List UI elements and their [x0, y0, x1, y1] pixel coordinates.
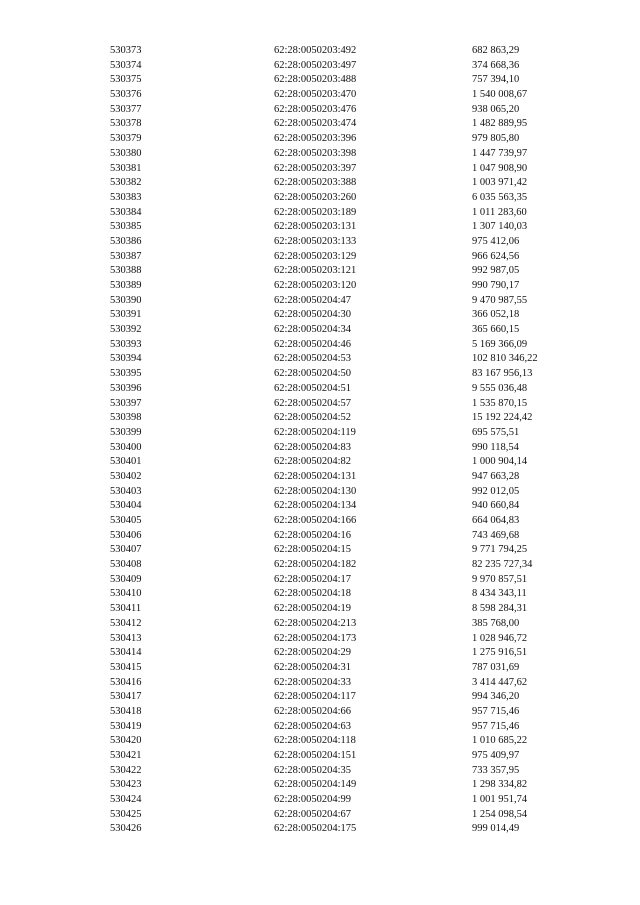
- table-row: [110, 250, 570, 265]
- cadastral-number: 62:28:0050204:118: [274, 735, 356, 747]
- row-number: 530386: [110, 235, 142, 247]
- row-number: 530419: [110, 720, 142, 732]
- cadastral-number: 62:28:0050204:134: [274, 500, 357, 512]
- cadastral-number: 62:28:0050203:129: [274, 250, 357, 262]
- row-number: 530379: [110, 133, 142, 145]
- table-row: [110, 88, 570, 103]
- table-row: [110, 367, 570, 382]
- cadastral-value: 1 298 334,82: [472, 779, 528, 791]
- row-number: 530381: [110, 162, 142, 174]
- table-row: [110, 793, 570, 808]
- row-number: 530397: [110, 397, 142, 409]
- cadastral-number: 62:28:0050203:476: [274, 103, 357, 115]
- cadastral-number: 62:28:0050204:51: [274, 382, 352, 394]
- row-number: 530378: [110, 118, 142, 130]
- cadastral-value: 938 065,20: [472, 103, 520, 115]
- cadastral-value: 947 663,28: [472, 470, 520, 482]
- cadastral-number: 62:28:0050204:31: [274, 661, 352, 673]
- cadastral-value: 1 540 008,67: [472, 89, 528, 101]
- cadastral-number: 62:28:0050204:46: [274, 338, 352, 350]
- row-number: 530376: [110, 89, 142, 101]
- cadastral-number: 62:28:0050204:53: [274, 353, 352, 365]
- cadastral-value: 1 254 098,54: [472, 808, 528, 820]
- cadastral-value: 733 357,95: [472, 764, 520, 776]
- cadastral-value: 1 307 140,03: [472, 221, 528, 233]
- cadastral-number: 62:28:0050203:397: [274, 162, 357, 174]
- table-row: [110, 720, 570, 735]
- cadastral-value: 5 169 366,09: [472, 338, 528, 350]
- cadastral-value: 8 434 343,11: [472, 588, 527, 600]
- cadastral-value: 757 394,10: [472, 74, 520, 86]
- table-row: [110, 191, 570, 206]
- cadastral-number: 62:28:0050204:18: [274, 588, 352, 600]
- row-number: 530389: [110, 280, 142, 291]
- row-number: 530405: [110, 515, 142, 526]
- row-number: 530392: [110, 324, 142, 336]
- row-number: 530395: [110, 368, 142, 380]
- cadastral-value: 957 715,46: [472, 705, 520, 717]
- cadastral-number: 62:28:0050203:260: [274, 191, 357, 203]
- table-row: [110, 294, 570, 309]
- row-number: 530393: [110, 338, 142, 350]
- cadastral-value: 1 447 739,97: [472, 147, 528, 159]
- table-row: [110, 690, 570, 705]
- cadastral-number: 62:28:0050203:388: [274, 177, 357, 189]
- cadastral-value: 999 014,49: [472, 823, 520, 835]
- row-number: 530382: [110, 177, 142, 189]
- table-row: [110, 308, 570, 323]
- cadastral-number: 62:28:0050204:173: [274, 632, 357, 644]
- cadastral-value: 1 003 971,42: [472, 177, 528, 189]
- cadastral-value: 1 000 904,14: [472, 456, 528, 468]
- cadastral-value-table: [110, 44, 570, 837]
- table-row: [110, 73, 570, 88]
- row-number: 530390: [110, 294, 142, 306]
- cadastral-value: 3 414 447,62: [472, 676, 528, 688]
- cadastral-value: 82 235 727,34: [472, 559, 533, 571]
- cadastral-value: 102 810 346,22: [472, 353, 538, 365]
- table-row: [110, 441, 570, 456]
- row-number: 530398: [110, 412, 142, 424]
- cadastral-value: 664 064,83: [472, 515, 520, 526]
- table-row: [110, 661, 570, 676]
- cadastral-number: 62:28:0050203:131: [274, 221, 357, 233]
- table-row: [110, 676, 570, 691]
- cadastral-value: 9 771 794,25: [472, 544, 528, 556]
- table-row: [110, 411, 570, 426]
- cadastral-number: 62:28:0050203:488: [274, 74, 357, 86]
- table-row: [110, 602, 570, 617]
- row-number: 530415: [110, 661, 142, 673]
- cadastral-number: 62:28:0050203:189: [274, 206, 357, 218]
- cadastral-number: 62:28:0050204:47: [274, 294, 352, 306]
- cadastral-number: 62:28:0050203:497: [274, 59, 357, 71]
- cadastral-value: 365 660,15: [472, 324, 520, 336]
- cadastral-value: 992 012,05: [472, 485, 520, 497]
- cadastral-value: 1 011 283,60: [472, 206, 527, 218]
- table-row: [110, 382, 570, 397]
- table-row: [110, 132, 570, 147]
- table-row: [110, 279, 570, 294]
- table-row: [110, 235, 570, 250]
- cadastral-number: 62:28:0050204:19: [274, 603, 352, 615]
- table-row: [110, 264, 570, 279]
- row-number: 530374: [110, 59, 142, 71]
- table-row: [110, 822, 570, 837]
- table-row: [110, 397, 570, 412]
- row-number: 530399: [110, 426, 142, 438]
- row-number: 530413: [110, 632, 142, 644]
- cadastral-value: 83 167 956,13: [472, 368, 533, 380]
- cadastral-value: 787 031,69: [472, 661, 520, 673]
- table-row: [110, 59, 570, 74]
- row-number: 530394: [110, 353, 142, 365]
- cadastral-number: 62:28:0050204:33: [274, 676, 352, 688]
- cadastral-number: 62:28:0050204:15: [274, 544, 352, 556]
- cadastral-number: 62:28:0050204:16: [274, 529, 352, 541]
- cadastral-number: 62:28:0050204:151: [274, 750, 357, 761]
- table-row: [110, 749, 570, 764]
- cadastral-number: 62:28:0050204:117: [274, 691, 356, 703]
- table-row: [110, 734, 570, 749]
- cadastral-number: 62:28:0050204:66: [274, 705, 352, 717]
- row-number: 530380: [110, 147, 142, 159]
- table-row: [110, 764, 570, 779]
- table-row: [110, 705, 570, 720]
- cadastral-number: 62:28:0050203:398: [274, 147, 357, 159]
- cadastral-number: 62:28:0050204:213: [274, 617, 357, 629]
- table-row: [110, 499, 570, 514]
- row-number: 530417: [110, 691, 142, 703]
- row-number: 530422: [110, 764, 142, 776]
- row-number: 530401: [110, 456, 142, 468]
- cadastral-number: 62:28:0050203:470: [274, 89, 357, 101]
- cadastral-number: 62:28:0050204:35: [274, 764, 352, 776]
- cadastral-number: 62:28:0050204:17: [274, 573, 352, 585]
- row-number: 530426: [110, 823, 142, 835]
- cadastral-number: 62:28:0050203:492: [274, 45, 357, 56]
- row-number: 530391: [110, 309, 142, 321]
- table-row: [110, 117, 570, 132]
- table-row: [110, 352, 570, 367]
- cadastral-value: 682 863,29: [472, 45, 520, 56]
- row-number: 530418: [110, 705, 142, 717]
- cadastral-value: 966 624,56: [472, 250, 520, 262]
- cadastral-value: 1 275 916,51: [472, 647, 528, 659]
- cadastral-number: 62:28:0050204:50: [274, 368, 352, 380]
- row-number: 530420: [110, 735, 142, 747]
- cadastral-value: 975 412,06: [472, 235, 520, 247]
- cadastral-value: 1 028 946,72: [472, 632, 528, 644]
- cadastral-number: 62:28:0050204:34: [274, 324, 352, 336]
- cadastral-value: 385 768,00: [472, 617, 520, 629]
- cadastral-number: 62:28:0050204:67: [274, 808, 352, 820]
- cadastral-value: 6 035 563,35: [472, 191, 528, 203]
- table-row: [110, 338, 570, 353]
- cadastral-value: 1 047 908,90: [472, 162, 528, 174]
- cadastral-number: 62:28:0050204:29: [274, 647, 352, 659]
- cadastral-number: 62:28:0050204:82: [274, 456, 352, 468]
- row-number: 530385: [110, 221, 142, 233]
- row-number: 530416: [110, 676, 142, 688]
- row-number: 530406: [110, 529, 142, 541]
- table-row: [110, 573, 570, 588]
- cadastral-number: 62:28:0050204:149: [274, 779, 357, 791]
- row-number: 530402: [110, 470, 142, 482]
- table-row: [110, 206, 570, 221]
- cadastral-number: 62:28:0050203:474: [274, 118, 357, 130]
- cadastral-value: 975 409,97: [472, 750, 520, 761]
- cadastral-value: 15 192 224,42: [472, 412, 533, 424]
- cadastral-number: 62:28:0050203:133: [274, 235, 357, 247]
- cadastral-value: 979 805,80: [472, 133, 520, 145]
- cadastral-value: 9 970 857,51: [472, 573, 528, 585]
- row-number: 530407: [110, 544, 142, 556]
- cadastral-value: 940 660,84: [472, 500, 520, 512]
- table-row: [110, 543, 570, 558]
- row-number: 530403: [110, 485, 142, 497]
- cadastral-number: 62:28:0050204:131: [274, 470, 357, 482]
- row-number: 530384: [110, 206, 142, 218]
- cadastral-value: 374 668,36: [472, 59, 520, 71]
- table-row: [110, 44, 570, 59]
- row-number: 530396: [110, 382, 142, 394]
- cadastral-value: 1 535 870,15: [472, 397, 528, 409]
- cadastral-value: 695 575,51: [472, 426, 520, 438]
- row-number: 530424: [110, 794, 142, 806]
- cadastral-value: 9 555 036,48: [472, 382, 528, 394]
- table-row: [110, 587, 570, 602]
- table-row: [110, 103, 570, 118]
- row-number: 530412: [110, 617, 142, 629]
- table-row: [110, 455, 570, 470]
- table-row: [110, 778, 570, 793]
- row-number: 530375: [110, 74, 142, 86]
- cadastral-value: 1 482 889,95: [472, 118, 528, 130]
- cadastral-number: 62:28:0050204:30: [274, 309, 352, 321]
- cadastral-number: 62:28:0050204:166: [274, 515, 357, 526]
- cadastral-number: 62:28:0050204:130: [274, 485, 357, 497]
- table-row: [110, 808, 570, 823]
- cadastral-value: 1 010 685,22: [472, 735, 528, 747]
- table-row: [110, 617, 570, 632]
- table-row: [110, 485, 570, 500]
- cadastral-number: 62:28:0050204:83: [274, 441, 352, 453]
- table-row: [110, 646, 570, 661]
- row-number: 530425: [110, 808, 142, 820]
- row-number: 530423: [110, 779, 142, 791]
- table-row: [110, 220, 570, 235]
- cadastral-number: 62:28:0050203:121: [274, 265, 357, 277]
- cadastral-number: 62:28:0050203:120: [274, 280, 357, 291]
- cadastral-number: 62:28:0050204:175: [274, 823, 357, 835]
- table-row: [110, 426, 570, 441]
- table-row: [110, 632, 570, 647]
- cadastral-value: 743 469,68: [472, 529, 520, 541]
- cadastral-number: 62:28:0050204:99: [274, 794, 352, 806]
- table-row: [110, 176, 570, 191]
- row-number: 530408: [110, 559, 142, 571]
- cadastral-number: 62:28:0050204:57: [274, 397, 352, 409]
- row-number: 530400: [110, 441, 142, 453]
- cadastral-value: 990 790,17: [472, 280, 520, 291]
- cadastral-number: 62:28:0050204:52: [274, 412, 352, 424]
- cadastral-value: 992 987,05: [472, 265, 520, 277]
- cadastral-number: 62:28:0050204:182: [274, 559, 357, 571]
- cadastral-number: 62:28:0050204:63: [274, 720, 352, 732]
- table-row: [110, 147, 570, 162]
- row-number: 530383: [110, 191, 142, 203]
- row-number: 530414: [110, 647, 142, 659]
- table-row: [110, 529, 570, 544]
- cadastral-number: 62:28:0050204:119: [274, 426, 356, 438]
- cadastral-value: 9 470 987,55: [472, 294, 528, 306]
- row-number: 530410: [110, 588, 142, 600]
- cadastral-value: 8 598 284,31: [472, 603, 528, 615]
- row-number: 530387: [110, 250, 142, 262]
- row-number: 530409: [110, 573, 142, 585]
- table-row: [110, 323, 570, 338]
- table-row: [110, 514, 570, 529]
- table-row: [110, 162, 570, 177]
- row-number: 530373: [110, 45, 142, 56]
- row-number: 530377: [110, 103, 142, 115]
- cadastral-value: 1 001 951,74: [472, 794, 528, 806]
- cadastral-value: 957 715,46: [472, 720, 520, 732]
- cadastral-number: 62:28:0050203:396: [274, 133, 357, 145]
- row-number: 530421: [110, 750, 142, 761]
- table-row: [110, 558, 570, 573]
- cadastral-value: 990 118,54: [472, 441, 519, 453]
- row-number: 530388: [110, 265, 142, 277]
- cadastral-value: 994 346,20: [472, 691, 520, 703]
- cadastral-value: 366 052,18: [472, 309, 520, 321]
- row-number: 530404: [110, 500, 142, 512]
- table-row: [110, 470, 570, 485]
- row-number: 530411: [110, 603, 142, 615]
